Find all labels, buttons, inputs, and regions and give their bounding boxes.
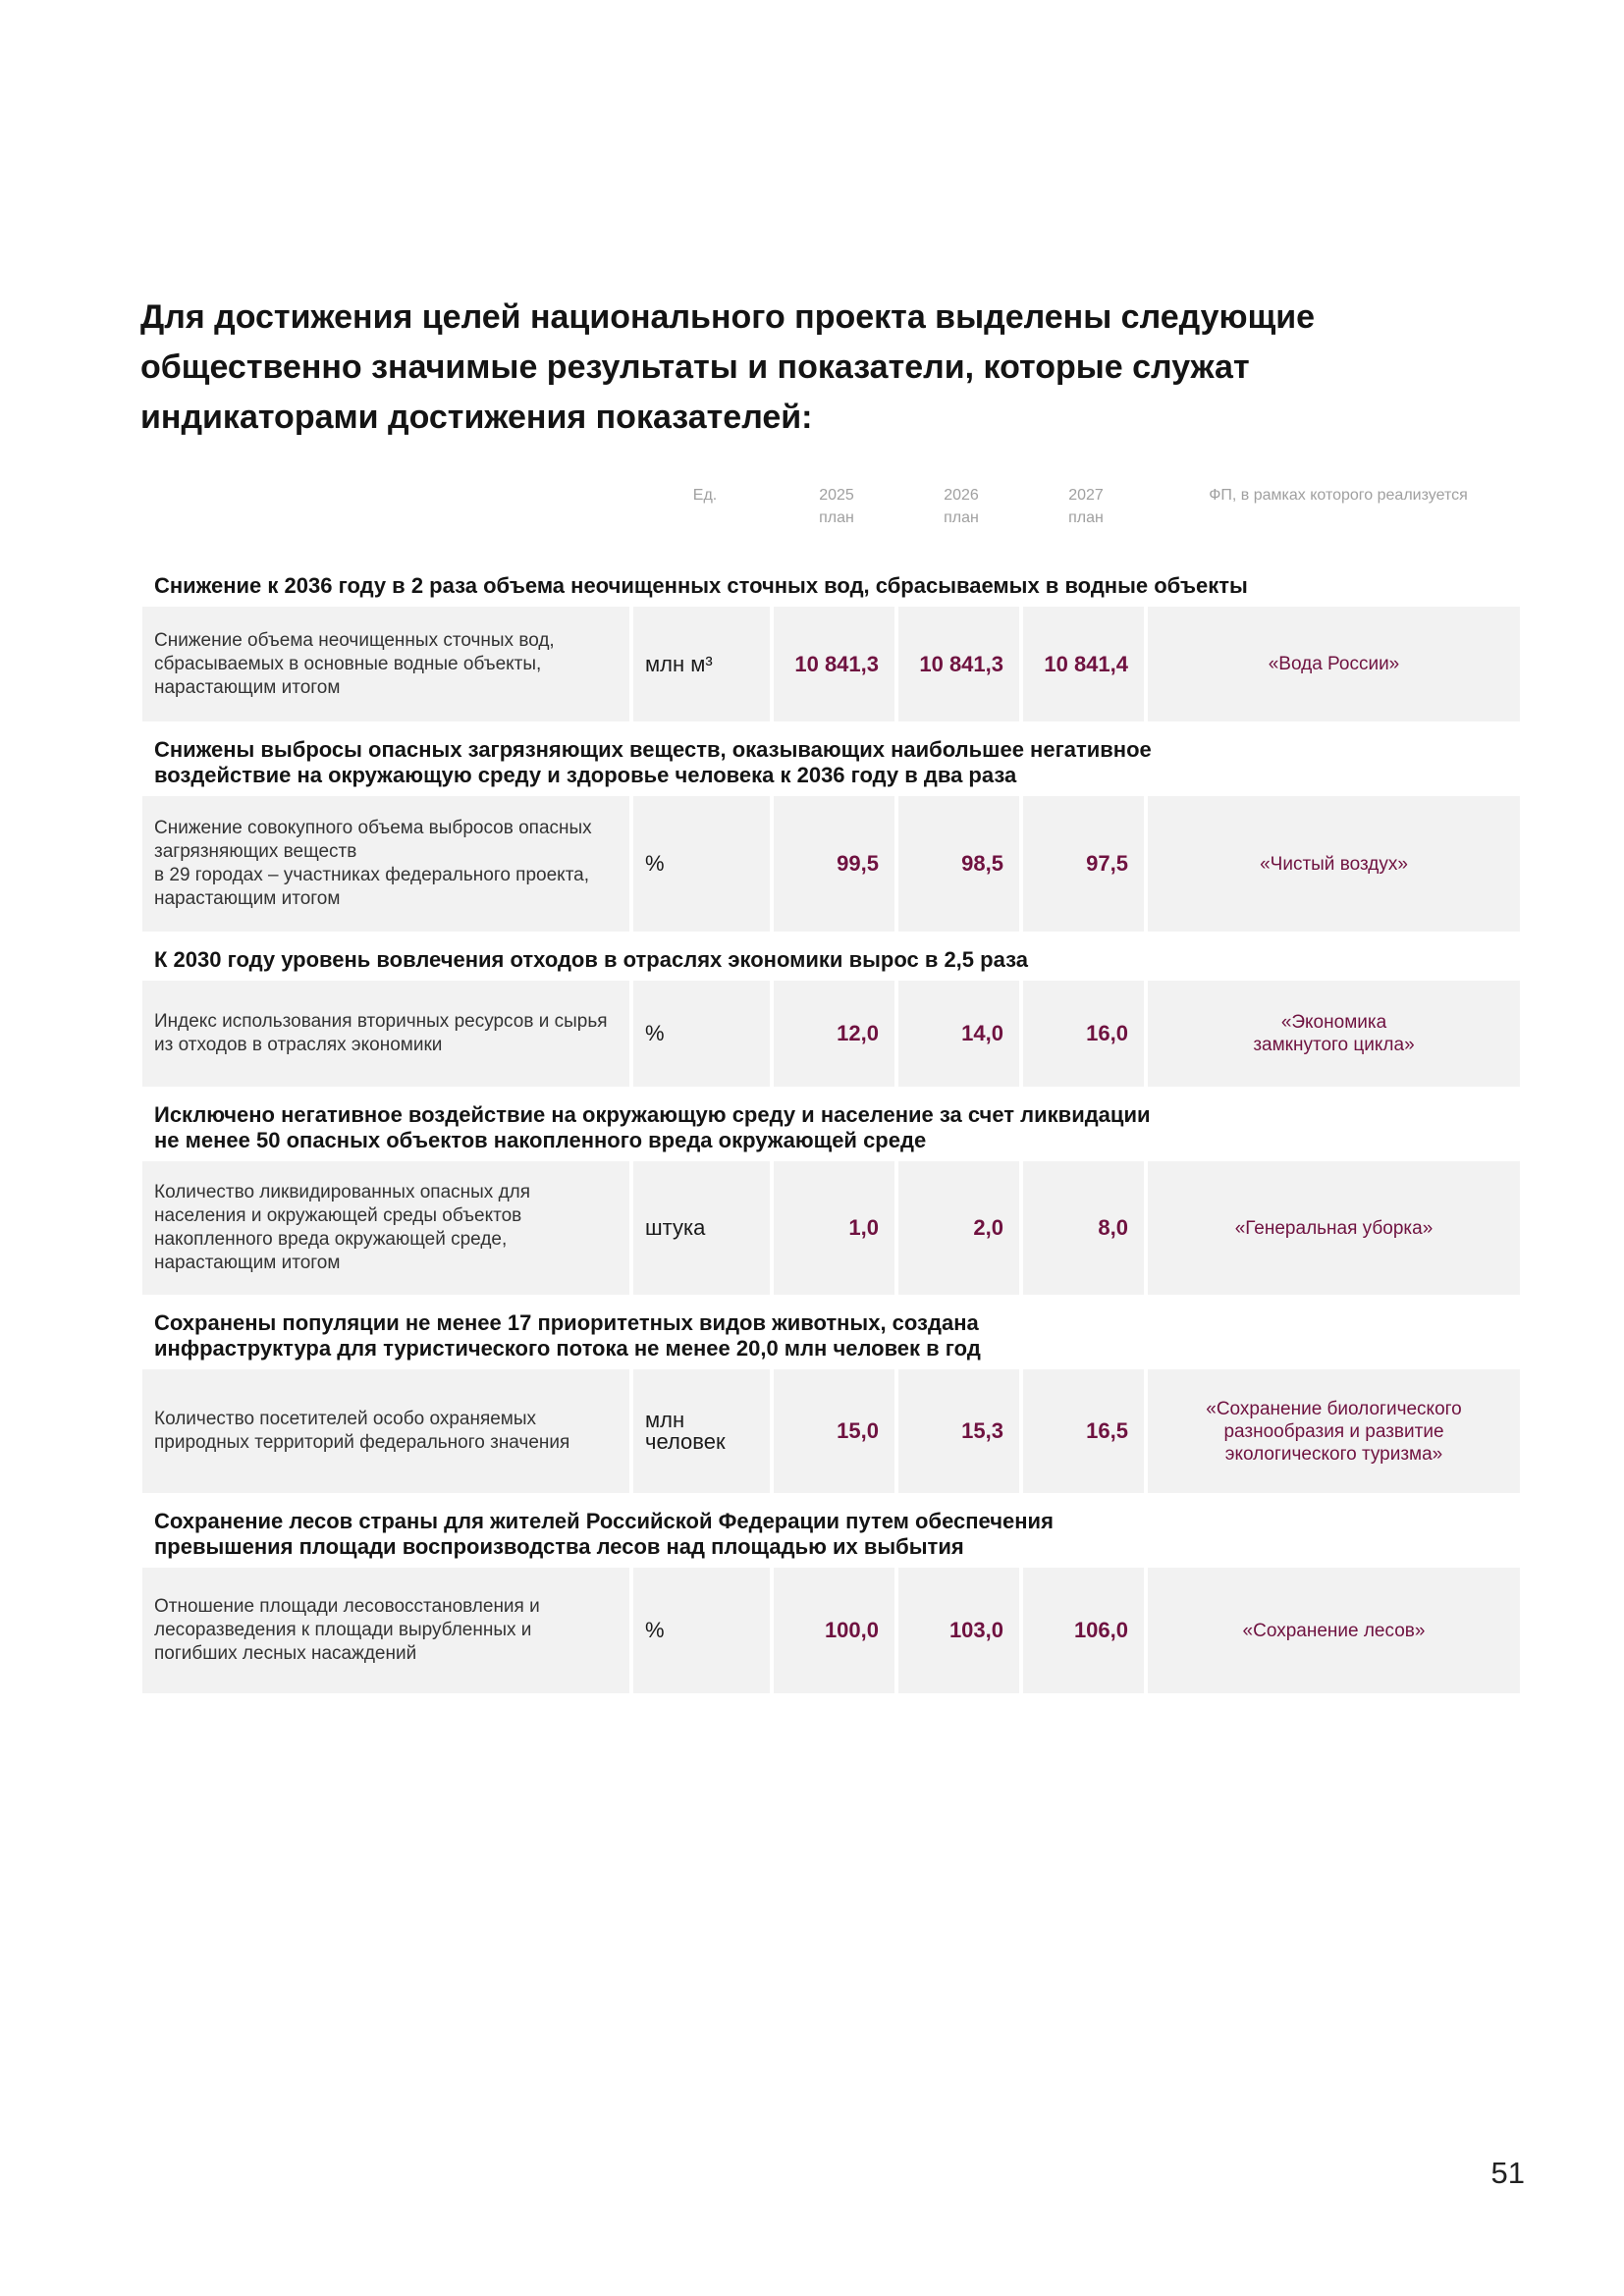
indicator-unit: млн м³ xyxy=(633,607,770,721)
column-header-2026: 2026 план xyxy=(944,487,979,526)
value-2027: 16,5 xyxy=(1023,1369,1144,1493)
indicator-group xyxy=(142,563,1525,721)
indicator-group xyxy=(142,1499,1525,1693)
indicator-name: Отношение площади лесовосстановления и лесоразведения к площади вырубленных и погибших лесных насаждений xyxy=(142,1568,629,1693)
federal-project: «Чистый воздух» xyxy=(1148,796,1520,932)
table-row xyxy=(142,1568,1525,1693)
value-2025: 15,0 xyxy=(774,1369,894,1493)
indicator-group xyxy=(142,1301,1525,1493)
value-2026: 2,0 xyxy=(898,1161,1019,1295)
page-heading: Для достижения целей национального проекта выделены следующие общественно значимые результаты и показатели, которые служат индикаторами достижения показателей: xyxy=(140,298,1316,436)
federal-project: «Экономика замкнутого цикла» xyxy=(1148,981,1520,1087)
page-number: 51 xyxy=(1490,2156,1525,2190)
value-2025: 10 841,3 xyxy=(774,607,894,721)
indicator-name: Количество посетителей особо охраняемых природных территорий федерального значения xyxy=(142,1369,629,1493)
table-row xyxy=(142,796,1525,932)
value-2025: 1,0 xyxy=(774,1161,894,1295)
federal-project: «Сохранение лесов» xyxy=(1148,1568,1520,1693)
indicator-unit: штука xyxy=(633,1161,770,1295)
table-row xyxy=(142,981,1525,1087)
indicator-name: Индекс использования вторичных ресурсов и сырья из отходов в отраслях экономики xyxy=(142,981,629,1087)
table-row xyxy=(142,1161,1525,1295)
value-2026: 98,5 xyxy=(898,796,1019,932)
federal-project: «Сохранение биологического разнообразия и развитие экологического туризма» xyxy=(1148,1369,1520,1493)
indicator-name: Количество ликвидированных опасных для населения и окружающей среды объектов накопленного вреда окружающей среде, нарастающим итогом xyxy=(142,1161,629,1295)
value-2025: 100,0 xyxy=(774,1568,894,1693)
indicators-table xyxy=(142,563,1525,1699)
table-row xyxy=(142,607,1525,721)
value-2025: 12,0 xyxy=(774,981,894,1087)
column-header-fp: ФП, в рамках которого реализуется xyxy=(1209,487,1468,504)
value-2026: 15,3 xyxy=(898,1369,1019,1493)
value-2025: 99,5 xyxy=(774,796,894,932)
value-2027: 10 841,4 xyxy=(1023,607,1144,721)
value-2026: 103,0 xyxy=(898,1568,1019,1693)
indicator-name: Снижение объема неочищенных сточных вод, сбрасываемых в основные водные объекты, нарастающим итогом xyxy=(142,607,629,721)
indicator-group xyxy=(142,727,1525,932)
group-title: Сохранены популяции не менее 17 приоритетных видов животных, создана инфраструктура для туристического потока не менее 20,0 млн человек в год xyxy=(154,1310,981,1361)
indicator-unit: % xyxy=(633,1568,770,1693)
indicator-group xyxy=(142,937,1525,1087)
column-header-2027: 2027 план xyxy=(1068,487,1104,526)
value-2027: 8,0 xyxy=(1023,1161,1144,1295)
indicator-unit: % xyxy=(633,981,770,1087)
indicator-unit: % xyxy=(633,796,770,932)
value-2027: 106,0 xyxy=(1023,1568,1144,1693)
group-title: Исключено негативное воздействие на окружающую среду и население за счет ликвидации не менее 50 опасных объектов накопленного вреда окружающей среде xyxy=(154,1102,1151,1152)
value-2026: 10 841,3 xyxy=(898,607,1019,721)
indicator-unit: млн человек xyxy=(633,1369,770,1493)
value-2027: 16,0 xyxy=(1023,981,1144,1087)
indicator-group xyxy=(142,1093,1525,1295)
indicator-name: Снижение совокупного объема выбросов опасных загрязняющих веществ в 29 городах – участниках федерального проекта, нарастающим итогом xyxy=(142,796,629,932)
value-2027: 97,5 xyxy=(1023,796,1144,932)
value-2026: 14,0 xyxy=(898,981,1019,1087)
group-title: Снижение к 2036 году в 2 раза объема неочищенных сточных вод, сбрасываемых в водные объекты xyxy=(154,573,1248,598)
federal-project: «Генеральная уборка» xyxy=(1148,1161,1520,1295)
group-title: Снижены выбросы опасных загрязняющих веществ, оказывающих наибольшее негативное воздействие на окружающую среду и здоровье человека к 2036 году в два раза xyxy=(154,737,1152,787)
column-header-2025: 2025 план xyxy=(819,487,854,526)
column-header-unit: Ед. xyxy=(692,487,718,504)
federal-project: «Вода России» xyxy=(1148,607,1520,721)
group-title: К 2030 году уровень вовлечения отходов в отраслях экономики вырос в 2,5 раза xyxy=(154,947,1028,972)
table-row xyxy=(142,1369,1525,1493)
group-title: Сохранение лесов страны для жителей Российской Федерации путем обеспечения превышения площади воспроизводства лесов над площадью их выбытия xyxy=(154,1509,1054,1559)
